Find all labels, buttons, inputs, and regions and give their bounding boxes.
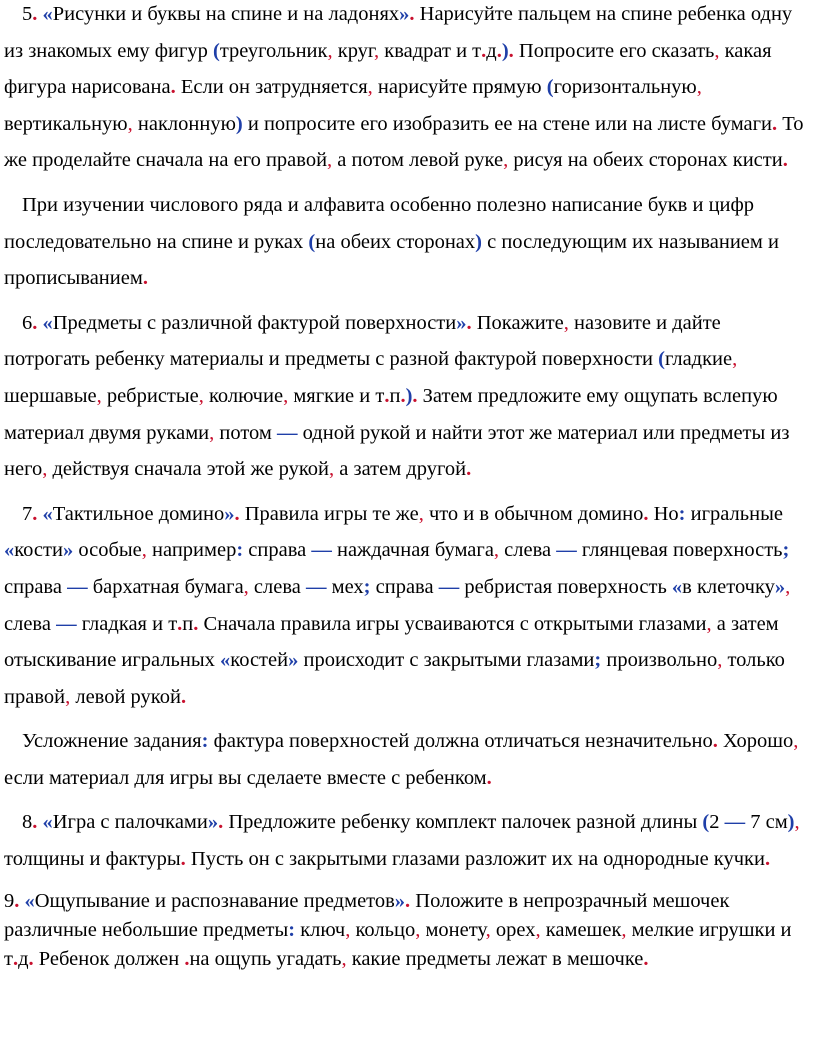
text-run: горизонтальную — [553, 76, 697, 99]
punctuation-mark: , — [327, 149, 333, 172]
text-run: ребристая поверхность — [459, 575, 672, 598]
text-run: а затем отыскивание игральных — [4, 612, 779, 672]
punctuation-mark: . — [142, 267, 148, 290]
punctuation-mark: . — [412, 384, 418, 407]
punctuation-mark: , — [345, 918, 351, 941]
paragraph-item-9 — [4, 887, 810, 974]
punctuation-mark: ( — [213, 39, 220, 62]
punctuation-mark: , — [367, 76, 373, 99]
text-run: назовите и дайте потрогать ребенку материалы и предметы с разной фактурой поверхности — [4, 311, 721, 371]
punctuation-mark: , — [696, 76, 702, 99]
text-run: 5 — [22, 3, 33, 25]
punctuation-mark: . — [180, 848, 186, 871]
text-run: одной рукой и найти этот же материал или предметы из него — [4, 421, 790, 481]
punctuation-mark: « — [671, 575, 683, 598]
text-run: слева — [499, 539, 557, 562]
punctuation-mark: — — [305, 575, 327, 598]
punctuation-mark: : — [201, 730, 209, 753]
punctuation-mark: ; — [594, 649, 602, 672]
punctuation-mark: » — [399, 3, 410, 25]
punctuation-mark: ) — [405, 384, 413, 407]
paragraph-item-5 — [4, 0, 810, 179]
text-run: глянцевая поверхность — [576, 539, 783, 562]
text-run: мех — [326, 575, 364, 598]
text-run: например — [146, 539, 237, 562]
text-run: справа — [370, 575, 439, 598]
punctuation-mark: , — [341, 947, 347, 970]
text-run: 7 — [22, 502, 33, 525]
punctuation-mark: « — [24, 889, 35, 912]
punctuation-mark: » — [62, 539, 74, 562]
paragraph-item-7 — [4, 496, 810, 716]
text-run: Предметы с различной фактурой поверхности — [52, 311, 457, 334]
punctuation-mark: . — [486, 766, 492, 789]
punctuation-mark: » — [288, 649, 299, 672]
text-run: Игра с палочками — [52, 811, 208, 834]
paragraph-item-8 — [4, 804, 810, 877]
punctuation-mark: « — [220, 649, 231, 672]
text-run: колючие — [203, 384, 284, 407]
punctuation-mark: . — [409, 3, 415, 25]
punctuation-mark: , — [209, 421, 215, 444]
punctuation-mark: , — [793, 730, 799, 753]
punctuation-mark: . — [764, 848, 771, 871]
punctuation-mark: : — [288, 918, 296, 941]
punctuation-mark: , — [374, 39, 380, 62]
punctuation-mark: . — [32, 3, 38, 25]
punctuation-mark: ) — [501, 39, 509, 62]
text-run: и попросите его изобразить ее на стене или на листе бумаги — [242, 112, 773, 135]
punctuation-mark: . — [643, 502, 649, 525]
punctuation-mark: . — [508, 39, 514, 62]
punctuation-mark: , — [732, 348, 738, 371]
punctuation-mark: . — [405, 889, 411, 912]
punctuation-mark: , — [127, 112, 133, 135]
punctuation-mark: — — [438, 575, 460, 598]
punctuation-mark: , — [327, 39, 333, 62]
text-run: шершавые — [4, 384, 97, 407]
text-run: мелкие игрушки и т — [4, 918, 792, 970]
text-run: Правила игры те же — [239, 502, 419, 525]
punctuation-mark: . — [466, 311, 472, 334]
text-run: Тактильное домино — [52, 502, 225, 525]
text-run: наждачная бумага — [331, 539, 494, 562]
punctuation-mark: , — [243, 575, 249, 598]
punctuation-mark: , — [717, 649, 723, 672]
punctuation-mark: « — [42, 3, 53, 25]
text-run: какие предметы лежат в мешочке — [346, 947, 644, 970]
paragraph-item-6 — [4, 305, 810, 488]
text-run: особые — [73, 539, 142, 562]
text-run: Положите в непрозрачный мешочек различные небольшие предметы — [4, 889, 730, 941]
text-run: рисуя на обеих сторонах кисти — [508, 149, 783, 172]
punctuation-mark: » — [394, 889, 406, 912]
text-run: на обеих сторонах — [315, 230, 476, 253]
punctuation-mark: , — [198, 384, 204, 407]
punctuation-mark: , — [96, 384, 102, 407]
text-run: Покажите — [471, 311, 564, 334]
text-run: ребристые — [101, 384, 199, 407]
text-run: Ребенок должен — [33, 947, 185, 970]
punctuation-mark: , — [418, 502, 424, 525]
text-run: п — [389, 384, 401, 407]
punctuation-mark: . — [772, 112, 778, 135]
text-run: круг — [332, 39, 375, 62]
punctuation-mark: , — [141, 539, 147, 562]
text-run: гладкие — [664, 348, 733, 371]
paragraph-task-complication — [4, 723, 810, 796]
punctuation-mark: » — [774, 575, 786, 598]
text-run: толщины и фактуры — [4, 848, 181, 871]
text-run: потом — [214, 421, 278, 444]
text-run: Пусть он с закрытыми глазами разложит их на однородные кучки — [185, 848, 765, 871]
text-run: То же проделайте сначала на его правой — [4, 112, 804, 172]
punctuation-mark: . — [32, 502, 38, 525]
punctuation-mark: , — [794, 811, 800, 834]
text-run: если материал для игры вы сделаете вместе с ребенком — [4, 766, 487, 789]
punctuation-mark: , — [65, 685, 71, 708]
punctuation-mark: . — [400, 384, 406, 407]
text-run: кости — [14, 539, 63, 562]
text-run: фактура поверхностей должна отличаться незначительно — [208, 730, 713, 753]
text-run: мягкие и т — [288, 384, 385, 407]
punctuation-mark: . — [180, 685, 187, 708]
punctuation-mark: ) — [787, 811, 795, 834]
text-run: действуя сначала этой же рукой — [47, 458, 330, 481]
text-run: в клеточку — [682, 575, 775, 598]
text-run: Попросите его сказать — [513, 39, 715, 62]
text-run: произвольно — [601, 649, 718, 672]
punctuation-mark: : — [678, 502, 686, 525]
punctuation-mark: . — [28, 947, 34, 970]
punctuation-mark: » — [224, 502, 235, 525]
punctuation-mark: » — [456, 311, 467, 334]
punctuation-mark: ; — [782, 539, 790, 562]
punctuation-mark: , — [785, 575, 791, 598]
punctuation-mark: . — [466, 458, 472, 481]
punctuation-mark: » — [207, 811, 219, 834]
punctuation-mark: . — [12, 947, 19, 970]
punctuation-mark: : — [236, 539, 244, 562]
punctuation-mark: , — [621, 918, 627, 941]
punctuation-mark: . — [234, 502, 240, 525]
text-run: 9 — [4, 889, 15, 912]
punctuation-mark: , — [329, 458, 335, 481]
text-run: справа — [4, 575, 68, 598]
punctuation-mark: . — [177, 612, 183, 635]
punctuation-mark: — — [56, 612, 77, 635]
punctuation-mark: . — [184, 947, 190, 970]
text-run: Если он затрудняется — [175, 76, 368, 99]
punctuation-mark: « — [4, 539, 15, 562]
text-run: а потом левой руке — [332, 149, 504, 172]
punctuation-mark: . — [170, 76, 176, 99]
text-run: Ощупывание и распознавание предметов — [34, 889, 395, 912]
punctuation-mark: — — [67, 575, 88, 598]
text-run: Рисунки и буквы на спине и на ладонях — [52, 3, 400, 25]
punctuation-mark: , — [283, 384, 289, 407]
text-run: 6 — [22, 311, 33, 334]
text-run: бархатная бумага — [87, 575, 244, 598]
punctuation-mark: ) — [235, 112, 243, 135]
text-run: д — [18, 947, 29, 970]
punctuation-mark: , — [563, 311, 569, 334]
text-run: орех — [490, 918, 536, 941]
punctuation-mark: , — [714, 39, 720, 62]
punctuation-mark: — — [277, 421, 298, 444]
text-run: нарисуйте прямую — [372, 76, 547, 99]
punctuation-mark: . — [496, 39, 502, 62]
text-run: наклонную — [132, 112, 236, 135]
punctuation-mark: . — [218, 811, 224, 834]
punctuation-mark: , — [415, 918, 421, 941]
punctuation-mark: , — [485, 918, 491, 941]
text-run: При изучении числового ряда и алфавита особенно полезно написание букв и цифр последовательно на спине и руках — [4, 193, 755, 253]
punctuation-mark: « — [42, 811, 53, 834]
punctuation-mark: . — [712, 730, 718, 753]
punctuation-mark: ; — [363, 575, 371, 598]
text-run: Предложите ребенку комплект палочек разной длины — [223, 811, 703, 834]
text-run: вертикальную — [4, 112, 128, 135]
paragraph-number-writing — [4, 187, 810, 297]
punctuation-mark: ) — [475, 230, 482, 253]
punctuation-mark: — — [311, 539, 332, 562]
text-run: 7 см — [745, 811, 788, 834]
text-run: Хорошо — [717, 730, 794, 753]
text-run: что и в обычном домино — [423, 502, 644, 525]
punctuation-mark: ( — [658, 348, 665, 371]
punctuation-mark: , — [42, 458, 48, 481]
text-run: только правой — [4, 649, 785, 708]
punctuation-mark: . — [384, 384, 390, 407]
punctuation-mark: ( — [308, 230, 316, 253]
text-run: монету — [420, 918, 486, 941]
text-run: ключ — [295, 918, 346, 941]
punctuation-mark: — — [724, 811, 746, 834]
text-run: с последующим их называнием и прописыванием — [4, 230, 779, 290]
text-run: Затем предложите ему ощупать вслепую материал двумя руками — [4, 384, 778, 444]
text-run: какая фигура нарисована — [4, 39, 772, 99]
text-run: квадрат и т — [379, 39, 482, 62]
punctuation-mark: « — [42, 311, 53, 334]
text-run: слева — [4, 612, 57, 635]
punctuation-mark: . — [193, 612, 199, 635]
punctuation-mark: . — [32, 811, 38, 834]
punctuation-mark: ( — [702, 811, 710, 834]
text-run: кольцо — [350, 918, 416, 941]
punctuation-mark: , — [493, 539, 500, 562]
punctuation-mark: , — [503, 149, 509, 172]
text-run: а затем другой — [334, 458, 467, 481]
text-run: Нарисуйте пальцем на спине ребенка одну из знакомых ему фигур — [4, 3, 793, 62]
text-run: происходит с закрытыми глазами — [298, 649, 595, 672]
text-run: 8 — [22, 811, 33, 834]
text-run: треугольник — [219, 39, 328, 62]
punctuation-mark: , — [535, 918, 541, 941]
text-run: на ощупь угадать — [189, 947, 342, 970]
text-run: слева — [248, 575, 306, 598]
punctuation-mark: . — [782, 149, 788, 172]
text-run: костей — [230, 649, 289, 672]
text-run: камешек — [540, 918, 622, 941]
punctuation-mark: . — [481, 39, 487, 62]
punctuation-mark: . — [643, 947, 649, 970]
punctuation-mark: « — [42, 502, 53, 525]
text-run: Но — [648, 502, 679, 525]
punctuation-mark: . — [32, 311, 38, 334]
text-run: д — [486, 39, 497, 62]
punctuation-mark: . — [14, 889, 20, 912]
text-run: игральные — [685, 502, 783, 525]
text-run: гладкая и т — [76, 612, 178, 635]
text-run: справа — [243, 539, 312, 562]
text-run: Сначала правила игры усваиваются с открытыми глазами — [198, 612, 707, 635]
punctuation-mark: — — [556, 539, 577, 562]
text-run: п — [182, 612, 194, 635]
text-run: Усложнение задания — [22, 730, 202, 753]
punctuation-mark: ( — [546, 76, 554, 99]
punctuation-mark: , — [706, 612, 712, 635]
text-run: левой рукой — [70, 685, 181, 708]
text-run: 2 — [709, 811, 725, 834]
